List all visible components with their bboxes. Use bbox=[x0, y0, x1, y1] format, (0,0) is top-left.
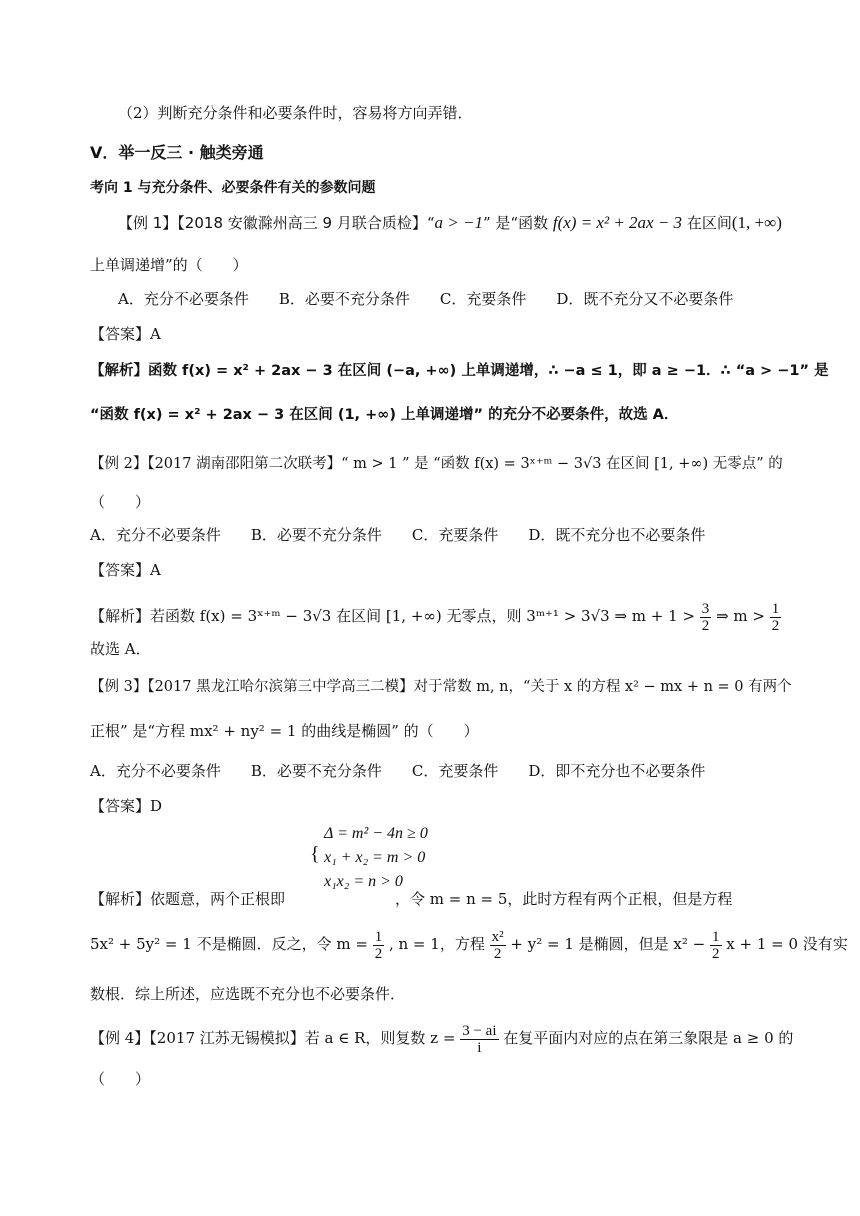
example-4-question-cont: （ ） bbox=[90, 1070, 151, 1088]
fraction: $\frac{1}{2}$ bbox=[374, 928, 383, 962]
fraction: $\frac{3}{2}$ bbox=[701, 600, 710, 634]
equation-system: { Δ = m² − 4n ≥ 0 x₁ + x₂ = m > 0 x₁x₂ = n > 0 bbox=[310, 825, 428, 890]
example-2-options: A．充分不必要条件 B．必要不充分条件 C．充要条件 D．既不充分也不必要条件 bbox=[90, 526, 706, 544]
note-2: （2）判断充分条件和必要条件时，容易将方向弄错． bbox=[118, 104, 473, 122]
example-1-analysis-1: 【解析】函数 f(x) = x² + 2ax − 3 在区间 (−a, +∞) 上单调递增，∴ −a ≤ 1，即 a ≥ −1．∴ “a > −1” 是 bbox=[90, 363, 829, 379]
example-3-analysis-3: 数根．综上所述，应选既不充分也不必要条件． bbox=[90, 985, 406, 1003]
example-3-question-cont: 正根” 是“方程 mx² + ny² = 1 的曲线是椭圆” 的（ ） bbox=[90, 722, 479, 740]
example-1-analysis-2: “函数 f(x) = x² + 2ax − 3 在区间 (1, +∞) 上单调递增” 的充分不必要条件，故选 A． bbox=[90, 407, 679, 423]
kaoxiang-heading: 考向 1 与充分条件、必要条件有关的参数问题 bbox=[90, 180, 376, 196]
example-3-options: A．充分不必要条件 B．必要不充分条件 C．充要条件 D．即不充分也不必要条件 bbox=[90, 762, 706, 780]
example-1-answer: 【答案】A bbox=[90, 325, 161, 343]
fraction: $\frac{3 - ai}{i}$ bbox=[462, 1022, 497, 1056]
fraction: $\frac{1}{2}$ bbox=[771, 600, 780, 634]
example-1-tag: 【例 1】【2018 安徽滁州高三 9 月联合质检】 bbox=[118, 214, 427, 232]
example-3-analysis-2: 5x² + 5y² = 1 不是椭圆．反之，令 m = $\frac{1}{2}$ , n = 1，方程 $\frac{\text{x²}}{2}$ + y² = 1 是椭圆，但是 x² − $\frac{1}{2}$ x + 1 = 0 没有实 bbox=[90, 928, 848, 962]
example-2-analysis: 【解析】若函数 f(x) = 3ˣ⁺ᵐ − 3√3 在区间 [1, +∞) 无零点，则 3ᵐ⁺¹ > 3√3 ⇒ m + 1 > $\frac{3}{2}$ ⇒ m > $\frac{1}{2}$ bbox=[90, 600, 780, 634]
example-1-question-cont: 上单调递增”的（ ） bbox=[90, 256, 248, 274]
example-2-conclusion: 故选 A． bbox=[90, 640, 151, 658]
example-3-analysis-1: 【解析】依题意，两个正根即 ，令 m = n = 5，此时方程有两个正根，但是方程 bbox=[90, 890, 733, 908]
fraction: $\frac{1}{2}$ bbox=[712, 928, 720, 962]
example-2-question-cont: （ ） bbox=[90, 493, 151, 511]
fraction: $\frac{\text{x²}}{2}$ bbox=[491, 928, 504, 962]
example-3-question: 【例 3】【2017 黑龙江哈尔滨第三中学高三二模】对于常数 m, n，“关于 x 的方程 x² − mx + n = 0 有两个 bbox=[90, 679, 792, 695]
example-1-question: 【例 1】【2018 安徽滁州高三 9 月联合质检】“a > −1” 是“函数 f(x) = x² + 2ax − 3 在区间(1, +∞) bbox=[118, 213, 782, 232]
example-3-answer: 【答案】D bbox=[90, 797, 163, 815]
example-1-options: A．充分不必要条件 B．必要不充分条件 C．充要条件 D．既不充分又不必要条件 bbox=[118, 290, 734, 308]
section-heading: V．举一反三 · 触类旁通 bbox=[90, 143, 264, 162]
example-4-question: 【例 4】【2017 江苏无锡模拟】若 a ∈ R，则复数 z = $\frac{3 - ai}{i}$ 在复平面内对应的点在第三象限是 a ≥ 0 的 bbox=[90, 1022, 794, 1056]
example-2-question: 【例 2】【2017 湖南邵阳第二次联考】“ m > 1 ” 是 “函数 f(x) = 3ˣ⁺ᵐ − 3√3 在区间 [1, +∞) 无零点” 的 bbox=[90, 456, 783, 472]
example-2-answer: 【答案】A bbox=[90, 561, 161, 579]
